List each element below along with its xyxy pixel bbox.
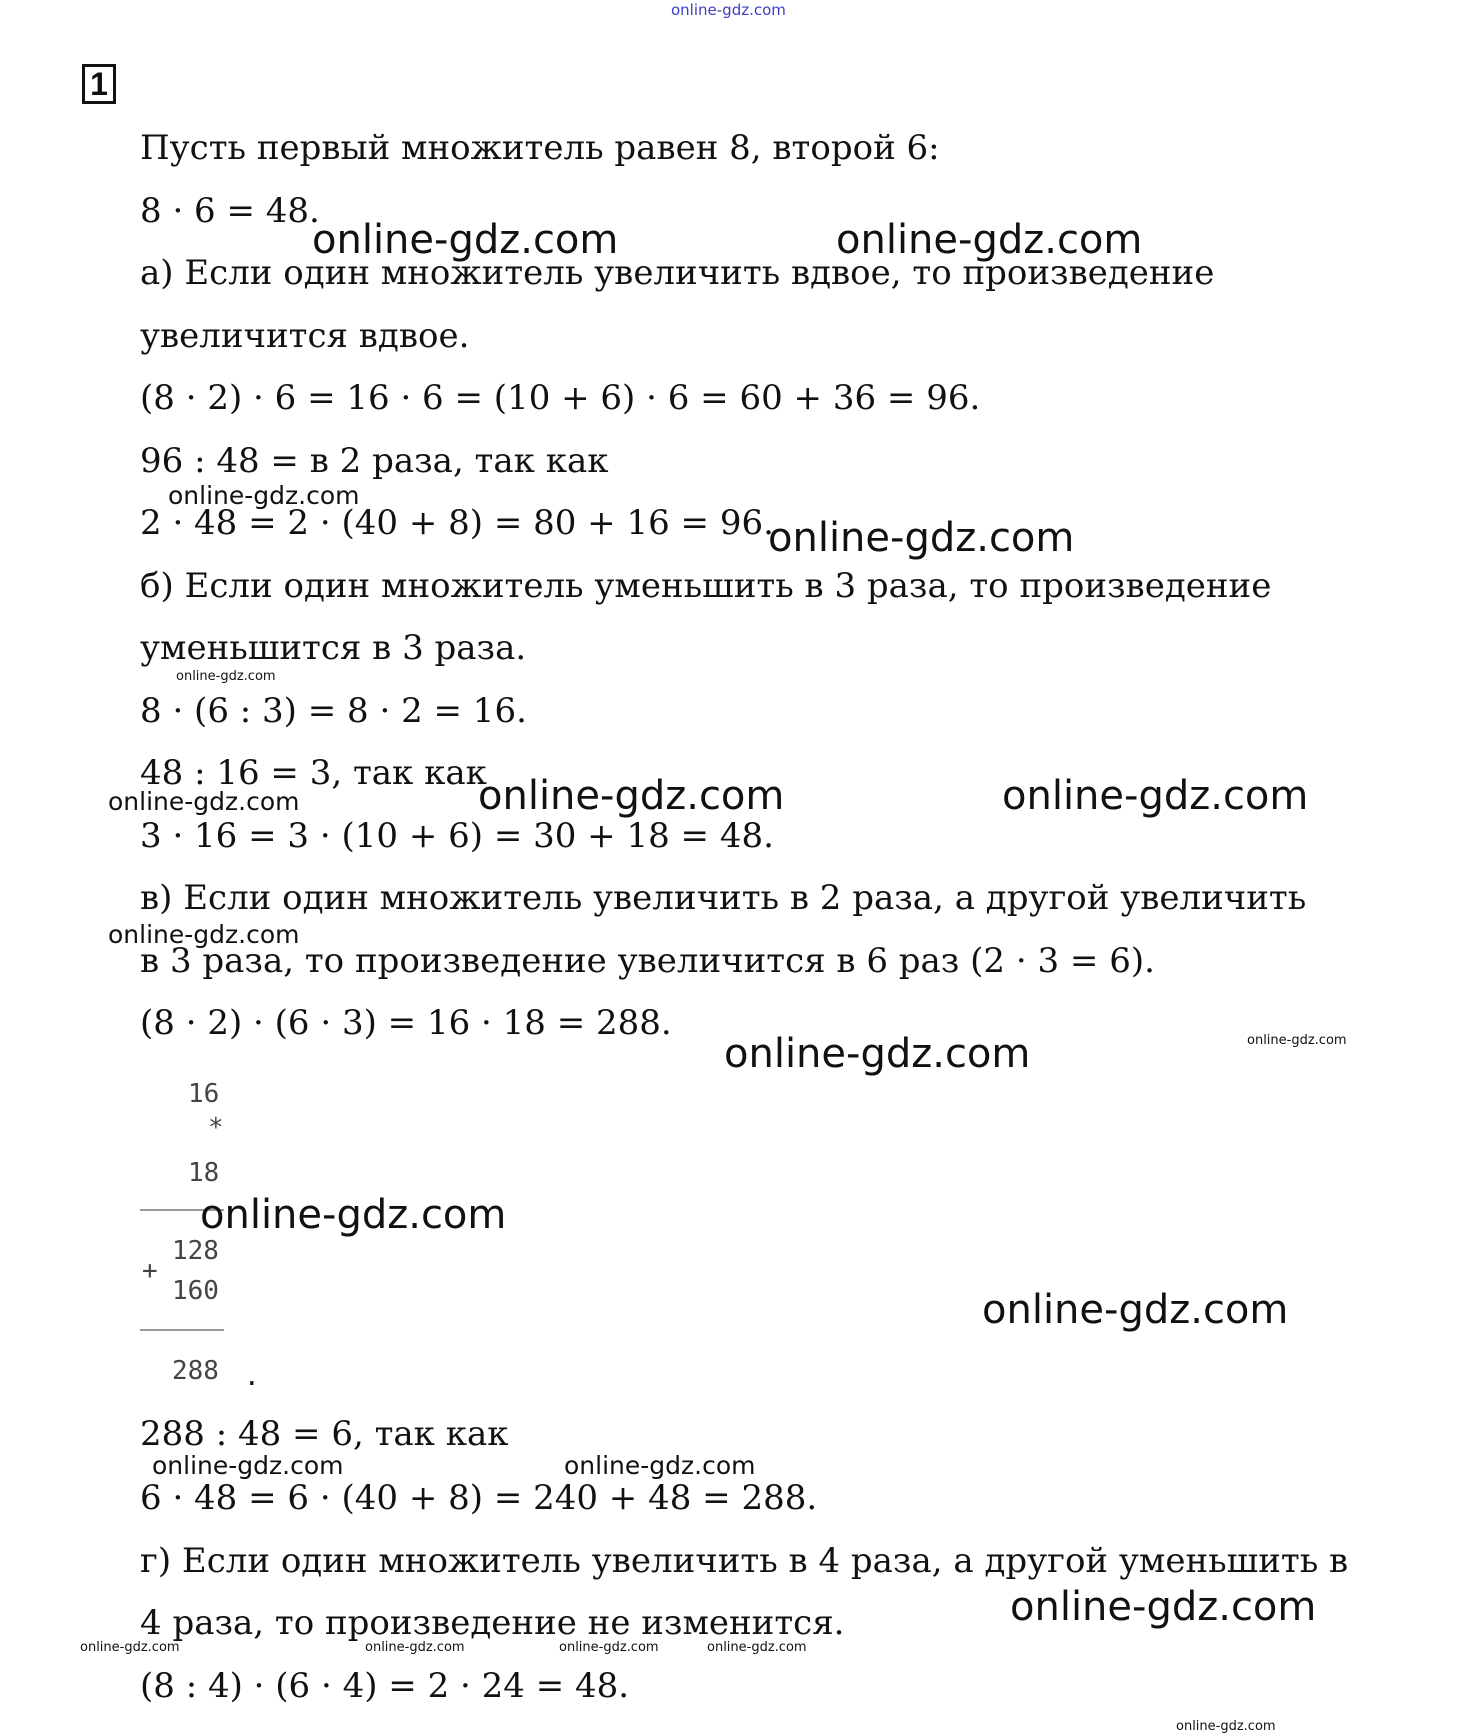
watermark: online-gdz.com xyxy=(1176,1719,1276,1734)
text-line: 8 · 6 = 48. xyxy=(140,191,320,231)
watermark: online-gdz.com xyxy=(108,787,300,816)
watermark: online-gdz.com xyxy=(168,481,360,510)
text-line: 6 · 48 = 6 · (40 + 8) = 240 + 48 = 288. xyxy=(140,1478,818,1518)
partial-product-2: 160 xyxy=(172,1276,219,1306)
watermark: online-gdz.com xyxy=(1010,1584,1317,1630)
multiply-sign: * xyxy=(208,1113,224,1143)
watermark: online-gdz.com xyxy=(312,217,619,263)
end-dot: . xyxy=(244,1362,260,1392)
watermark: online-gdz.com xyxy=(982,1287,1289,1333)
watermark: online-gdz.com xyxy=(200,1192,507,1238)
watermark: online-gdz.com xyxy=(80,1640,180,1655)
text-line: уменьшится в 3 раза. xyxy=(140,628,527,668)
text-line: 3 · 16 = 3 · (10 + 6) = 30 + 18 = 48. xyxy=(140,816,774,856)
site-mark-header: online-gdz.com xyxy=(671,1,786,19)
watermark: online-gdz.com xyxy=(836,217,1143,263)
text-line: (8 · 2) · 6 = 16 · 6 = (10 + 6) · 6 = 60 + 36 = 96. xyxy=(140,378,981,418)
watermark: online-gdz.com xyxy=(1247,1033,1347,1048)
multiplier: 18 xyxy=(188,1158,220,1188)
text-line: г) Если один множитель увеличить в 4 раза, а другой уменьшить в xyxy=(140,1541,1349,1581)
watermark: online-gdz.com xyxy=(707,1640,807,1655)
text-line: а) Если один множитель увеличить вдвое, то произведение xyxy=(140,253,1215,293)
text-line: 288 : 48 = 6, так как xyxy=(140,1414,509,1454)
watermark: online-gdz.com xyxy=(152,1451,344,1480)
watermark: online-gdz.com xyxy=(559,1640,659,1655)
watermark: online-gdz.com xyxy=(724,1031,1031,1077)
text-line: 8 · (6 : 3) = 8 · 2 = 16. xyxy=(140,691,527,731)
plus-sign: + xyxy=(142,1256,158,1286)
text-line: в) Если один множитель увеличить в 2 раза, а другой увеличить xyxy=(140,878,1307,918)
text-line: увеличится вдвое. xyxy=(140,316,470,356)
watermark: online-gdz.com xyxy=(768,515,1075,561)
text-line: 4 раза, то произведение не изменится. xyxy=(140,1603,845,1643)
rule-line xyxy=(140,1329,224,1331)
text-line: (8 · 2) · (6 · 3) = 16 · 18 = 288. xyxy=(140,1003,672,1043)
watermark: online-gdz.com xyxy=(108,920,300,949)
text-line: (8 : 4) · (6 · 4) = 2 · 24 = 48. xyxy=(140,1666,630,1706)
task-number: 1 xyxy=(82,64,116,104)
watermark: online-gdz.com xyxy=(176,669,276,684)
text-line: б) Если один множитель уменьшить в 3 раза, то произведение xyxy=(140,566,1272,606)
final-product: 288 xyxy=(172,1356,219,1386)
text-line: 96 : 48 = в 2 раза, так как xyxy=(140,441,609,481)
watermark: online-gdz.com xyxy=(1002,773,1309,819)
watermark: online-gdz.com xyxy=(478,773,785,819)
partial-product-1: 128 xyxy=(172,1236,219,1266)
text-line: 2 · 48 = 2 · (40 + 8) = 80 + 16 = 96. xyxy=(140,503,774,543)
watermark: online-gdz.com xyxy=(365,1640,465,1655)
multiplicand: 16 xyxy=(188,1079,220,1109)
text-line: 48 : 16 = 3, так как xyxy=(140,753,487,793)
text-line: Пусть первый множитель равен 8, второй 6: xyxy=(140,128,940,168)
watermark: online-gdz.com xyxy=(564,1451,756,1480)
text-line: в 3 раза, то произведение увеличится в 6 раз (2 · 3 = 6). xyxy=(140,941,1155,981)
